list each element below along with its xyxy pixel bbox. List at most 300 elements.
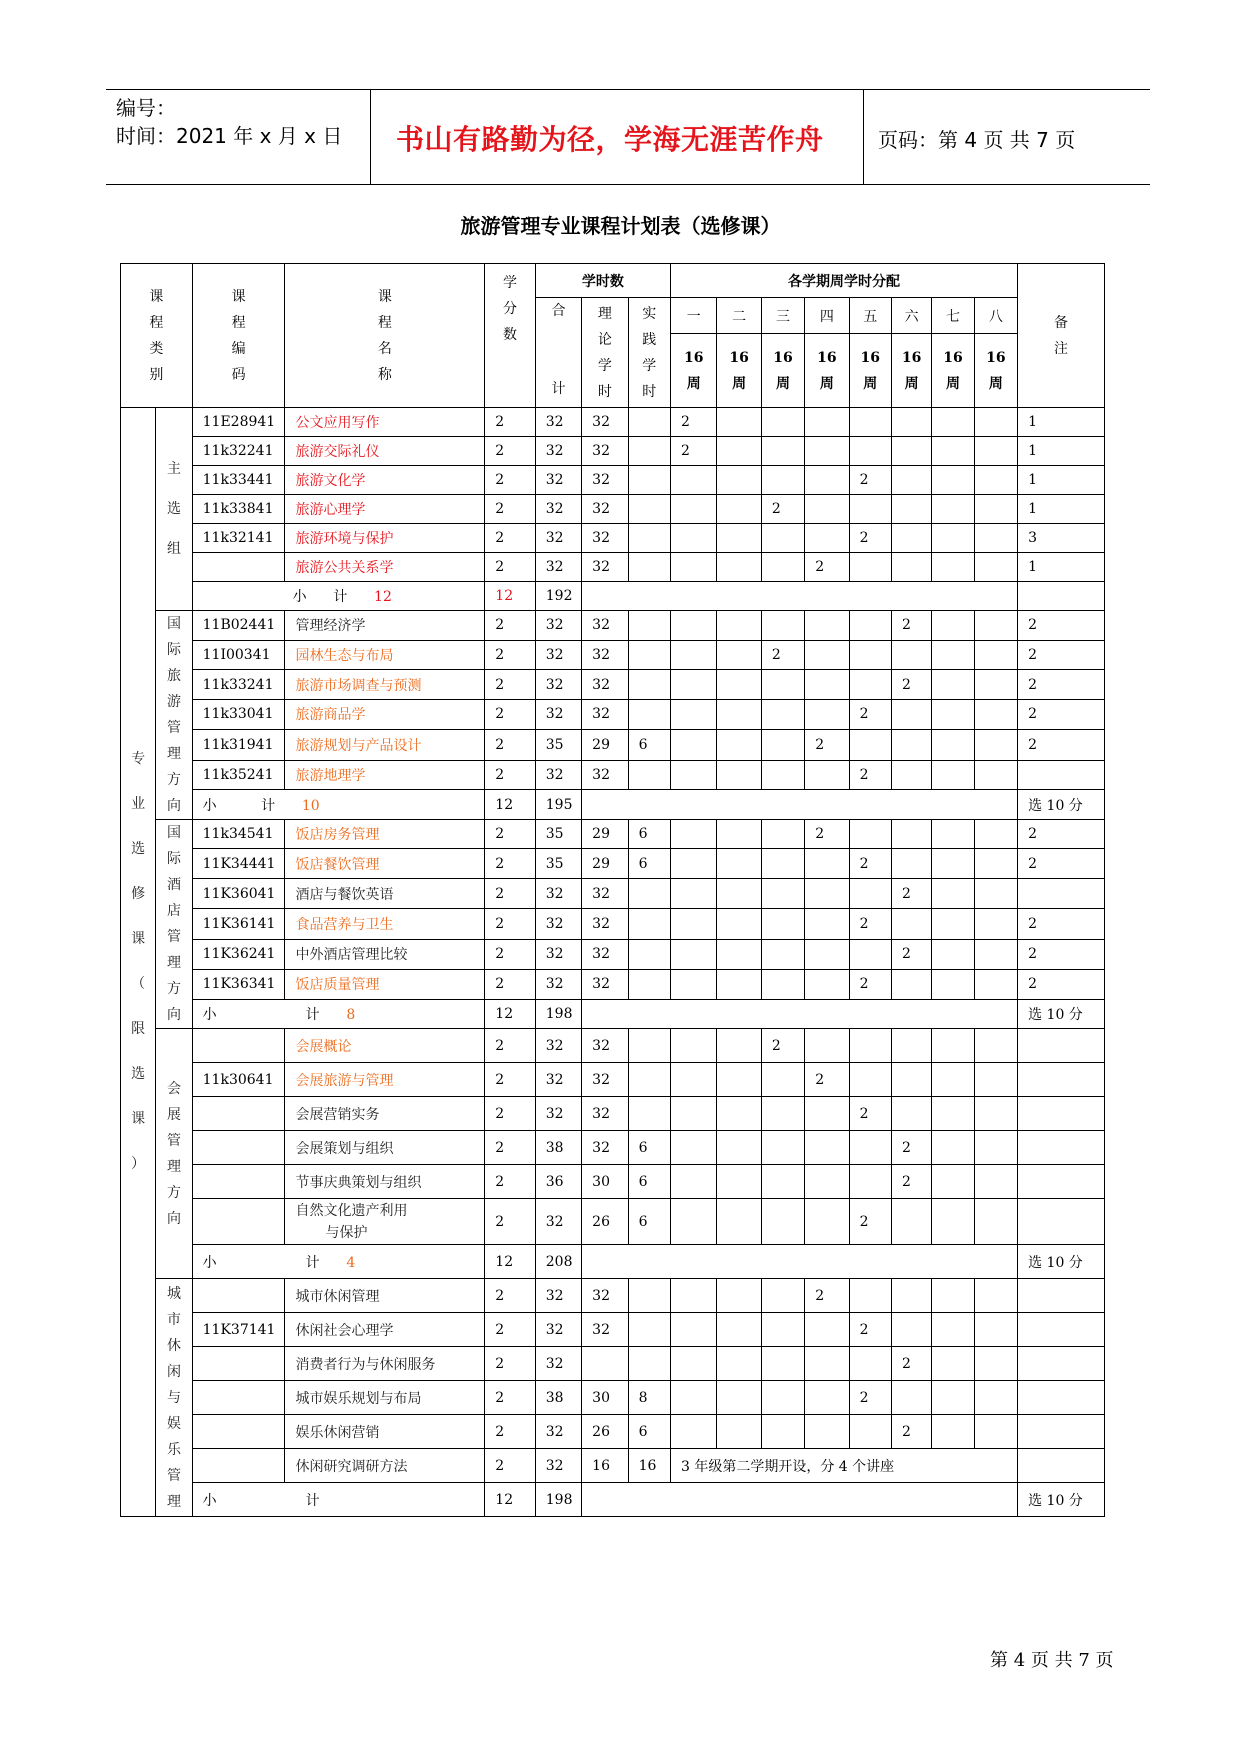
course-name: 旅游地理学: [285, 760, 485, 790]
course-code: 11B02441: [192, 611, 285, 641]
semester-hours: 2: [761, 495, 804, 524]
semester-weeks: 16 周: [932, 334, 974, 408]
semester-hours: [805, 700, 849, 730]
course-hours-total: 32: [535, 1415, 581, 1449]
header-meta: [116, 94, 366, 150]
semester-hours: [717, 1131, 761, 1165]
semester-hours: [849, 553, 891, 582]
course-hours-theory: 29: [582, 729, 628, 760]
subtotal-count: 4: [319, 1254, 356, 1271]
semester-hours: [717, 524, 761, 553]
semester-hours: [761, 1313, 804, 1347]
semester-hours: [974, 1063, 1017, 1097]
semester-hours: [805, 408, 849, 437]
course-credit: 2: [485, 495, 535, 524]
subtotal-count: 10: [275, 797, 320, 814]
course-hours-theory: 32: [582, 670, 628, 700]
semester-hours: [932, 524, 974, 553]
table-row: [121, 1097, 1105, 1131]
table-row: [121, 1165, 1105, 1199]
semester-header: 一: [671, 298, 717, 334]
semester-hours: 2: [891, 670, 931, 700]
semester-hours: [974, 1415, 1017, 1449]
semester-hours: [974, 729, 1017, 760]
course-hours-total: 32: [535, 969, 581, 999]
course-hours-practice: [628, 760, 670, 790]
semester-hours: [671, 1279, 717, 1313]
semester-hours: [717, 939, 761, 969]
course-credit: 2: [485, 729, 535, 760]
group-label: 会 展 管 理 方 向: [156, 1029, 192, 1279]
course-hours-theory: 29: [582, 849, 628, 879]
course-code: [192, 1097, 285, 1131]
course-hours-theory: 30: [582, 1165, 628, 1199]
course-code: 11k30641: [192, 1063, 285, 1097]
course-plan-table: [120, 263, 1105, 1517]
semester-hours: [849, 939, 891, 969]
semester-hours: [891, 1063, 931, 1097]
course-hours-total: 36: [535, 1165, 581, 1199]
semester-hours: [761, 670, 804, 700]
subtotal-row: [121, 582, 1105, 611]
course-hours-total: 32: [535, 524, 581, 553]
course-hours-practice: [628, 611, 670, 641]
semester-hours: [974, 1279, 1017, 1313]
col-header-name: 课 程 名 称: [285, 264, 485, 408]
course-remark: 1: [1018, 437, 1105, 466]
semester-hours: [805, 1313, 849, 1347]
semester-hours: [761, 1415, 804, 1449]
course-code: [192, 1449, 285, 1483]
col-header-code: 课 程 编 码: [192, 264, 285, 408]
semester-weeks: 16 周: [849, 334, 891, 408]
semester-hours: 2: [849, 1199, 891, 1245]
semester-hours: [932, 466, 974, 495]
page-footer: 第 4 页 共 7 页: [990, 1650, 1114, 1671]
course-remark: [1018, 1347, 1105, 1381]
semester-hours: [717, 700, 761, 730]
course-hours-theory: 32: [582, 1029, 628, 1063]
course-hours-practice: [628, 1313, 670, 1347]
semester-hours: [849, 408, 891, 437]
semester-hours: [932, 553, 974, 582]
semester-hours: [974, 849, 1017, 879]
course-name: 城市娱乐规划与布局: [285, 1381, 485, 1415]
semester-hours: [932, 1131, 974, 1165]
semester-hours: [761, 760, 804, 790]
subtotal-remark: 选 10 分: [1018, 999, 1105, 1028]
semester-hours: [974, 1381, 1017, 1415]
semester-hours: [761, 969, 804, 999]
semester-hours: [671, 553, 717, 582]
semester-hours: [974, 1029, 1017, 1063]
course-code: [192, 1199, 285, 1245]
semester-hours: [932, 1381, 974, 1415]
course-hours-total: 32: [535, 670, 581, 700]
semester-hours: [891, 969, 931, 999]
semester-hours: 2: [805, 1279, 849, 1313]
semester-hours: [974, 1347, 1017, 1381]
semester-hours: [891, 849, 931, 879]
course-hours-total: 32: [535, 909, 581, 939]
semester-hours: [671, 1097, 717, 1131]
group-label: 国 际 酒 店 管 理 方 向: [156, 820, 192, 1029]
semester-hours: [932, 437, 974, 466]
semester-hours: [974, 1097, 1017, 1131]
semester-hours: [671, 466, 717, 495]
semester-hours: 2: [805, 553, 849, 582]
course-hours-theory: 32: [582, 640, 628, 670]
course-credit: 2: [485, 670, 535, 700]
course-hours-practice: [628, 969, 670, 999]
semester-hours: [717, 495, 761, 524]
semester-hours: [974, 1131, 1017, 1165]
course-hours-practice: 6: [628, 849, 670, 879]
subtotal-remark: 选 10 分: [1018, 790, 1105, 820]
semester-hours: [805, 466, 849, 495]
semester-hours: [761, 437, 804, 466]
course-remark: 3: [1018, 524, 1105, 553]
course-remark: 2: [1018, 640, 1105, 670]
table-row: [121, 1131, 1105, 1165]
semester-hours: [974, 1165, 1017, 1199]
subtotal-row: [121, 790, 1105, 820]
subtotal-blank: [582, 1245, 1018, 1279]
subtotal-hours: 208: [535, 1245, 581, 1279]
subtotal-row: [121, 1245, 1105, 1279]
semester-hours: [805, 437, 849, 466]
semester-hours: [761, 1381, 804, 1415]
course-credit: 2: [485, 849, 535, 879]
semester-hours: [974, 700, 1017, 730]
semester-hours: [849, 1165, 891, 1199]
semester-hours: 2: [891, 1347, 931, 1381]
course-remark: 1: [1018, 408, 1105, 437]
course-code: 11k33241: [192, 670, 285, 700]
course-hours-practice: 6: [628, 1131, 670, 1165]
table-row: [121, 553, 1105, 582]
semester-weeks: 16 周: [891, 334, 931, 408]
semester-hours: [717, 611, 761, 641]
course-hours-total: 32: [535, 760, 581, 790]
subtotal-label: 小 计 12: [192, 582, 485, 611]
semester-hours: [717, 760, 761, 790]
course-hours-theory: 32: [582, 1131, 628, 1165]
course-hours-theory: 32: [582, 760, 628, 790]
course-name: 节事庆典策划与组织: [285, 1165, 485, 1199]
semester-hours: [717, 1165, 761, 1199]
semester-hours: [717, 879, 761, 909]
course-hours-total: 32: [535, 1097, 581, 1131]
course-credit: 2: [485, 1449, 535, 1483]
col-header-remark: 备 注: [1018, 264, 1105, 408]
course-hours-practice: [628, 879, 670, 909]
semester-hours: [849, 1415, 891, 1449]
table-row: [121, 1347, 1105, 1381]
number-label: 编号：: [116, 96, 176, 120]
course-hours-theory: 32: [582, 553, 628, 582]
course-code: 11K36141: [192, 909, 285, 939]
subtotal-remark: 选 10 分: [1018, 1483, 1105, 1517]
semester-header: 四: [805, 298, 849, 334]
course-hours-theory: 32: [582, 969, 628, 999]
semester-hours: [671, 1029, 717, 1063]
subtotal-hours: 192: [535, 582, 581, 611]
semester-hours: [761, 1279, 804, 1313]
col-header-credit: 学 分 数: [485, 264, 535, 408]
course-code: 11k33441: [192, 466, 285, 495]
table-row: [121, 670, 1105, 700]
course-remark: [1018, 1097, 1105, 1131]
course-hours-theory: 32: [582, 1097, 628, 1131]
course-hours-theory: 26: [582, 1415, 628, 1449]
semester-hours: [849, 437, 891, 466]
semester-hours: [805, 1165, 849, 1199]
semester-hours: [805, 1097, 849, 1131]
table-row: [121, 1279, 1105, 1313]
semester-hours: [717, 1347, 761, 1381]
course-hours-practice: [628, 437, 670, 466]
semester-hours: [849, 729, 891, 760]
semester-hours: [717, 1029, 761, 1063]
subtotal-count: 12: [347, 589, 392, 605]
table-row: [121, 1029, 1105, 1063]
semester-hours: [717, 1381, 761, 1415]
semester-hours: [891, 1381, 931, 1415]
semester-weeks: 16 周: [671, 334, 717, 408]
semester-hours: [761, 700, 804, 730]
subtotal-credit: 12: [485, 1245, 535, 1279]
course-hours-total: 32: [535, 1279, 581, 1313]
semester-hours: [805, 611, 849, 641]
course-name: 旅游商品学: [285, 700, 485, 730]
semester-hours: 2: [805, 1063, 849, 1097]
table-row: [121, 495, 1105, 524]
semester-hours: 2: [849, 909, 891, 939]
semester-hours: [805, 524, 849, 553]
course-code: 11I00341: [192, 640, 285, 670]
course-hours-practice: [628, 909, 670, 939]
table-row: [121, 879, 1105, 909]
course-name: 公文应用写作: [285, 408, 485, 437]
semester-hours: [671, 849, 717, 879]
course-name: 饭店房务管理: [285, 820, 485, 849]
semester-weeks: 16 周: [974, 334, 1017, 408]
semester-hours: [671, 1347, 717, 1381]
course-code: [192, 1381, 285, 1415]
course-remark: 2: [1018, 729, 1105, 760]
semester-weeks: 16 周: [761, 334, 804, 408]
course-hours-practice: [628, 408, 670, 437]
semester-hours: [849, 670, 891, 700]
semester-hours: [717, 1313, 761, 1347]
course-remark: 2: [1018, 820, 1105, 849]
course-credit: 2: [485, 1415, 535, 1449]
course-name: 消费者行为与休闲服务: [285, 1347, 485, 1381]
semester-hours: [891, 820, 931, 849]
semester-hours: [849, 879, 891, 909]
semester-hours: [671, 1415, 717, 1449]
table-row: [121, 611, 1105, 641]
course-code: 11k33841: [192, 495, 285, 524]
semester-hours: [891, 408, 931, 437]
course-remark: 2: [1018, 939, 1105, 969]
semester-hours: [717, 849, 761, 879]
semester-hours: [932, 849, 974, 879]
main-category-label: 专 业 选 修 课 （ 限 选 课 ）: [121, 408, 156, 1517]
semester-hours: [891, 640, 931, 670]
semester-hours: 2: [891, 939, 931, 969]
semester-hours: [805, 1381, 849, 1415]
semester-hours: [932, 939, 974, 969]
course-hours-practice: [628, 939, 670, 969]
course-hours-practice: 6: [628, 1415, 670, 1449]
semester-hours: [932, 1199, 974, 1245]
course-credit: 2: [485, 1199, 535, 1245]
course-hours-total: 32: [535, 1449, 581, 1483]
semester-hours: [891, 1029, 931, 1063]
course-hours-practice: [628, 553, 670, 582]
semester-hours: [849, 495, 891, 524]
course-code: 11K36241: [192, 939, 285, 969]
semester-hours: [717, 670, 761, 700]
course-hours-total: 32: [535, 1063, 581, 1097]
course-credit: 2: [485, 1381, 535, 1415]
semester-hours: 2: [891, 1415, 931, 1449]
course-hours-theory: 29: [582, 820, 628, 849]
semester-hours: [671, 729, 717, 760]
course-hours-total: 35: [535, 820, 581, 849]
course-name: 酒店与餐饮英语: [285, 879, 485, 909]
course-remark: [1018, 1449, 1105, 1483]
semester-hours: [974, 524, 1017, 553]
course-remark: 2: [1018, 909, 1105, 939]
semester-hours: [891, 553, 931, 582]
semester-hours: [761, 466, 804, 495]
course-credit: 2: [485, 408, 535, 437]
course-hours-theory: [582, 1347, 628, 1381]
course-remark: 2: [1018, 611, 1105, 641]
subtotal-blank: [582, 1483, 1018, 1517]
course-credit: 2: [485, 524, 535, 553]
time-label: 时间：2021 年 x 月 x 日: [116, 124, 343, 148]
semester-hours: [974, 969, 1017, 999]
subtotal-blank: [582, 999, 1018, 1028]
semester-hours: [849, 1029, 891, 1063]
semester-hours: [932, 729, 974, 760]
table-row: [121, 1199, 1105, 1245]
semester-hours: [932, 495, 974, 524]
course-name: 旅游文化学: [285, 466, 485, 495]
course-hours-total: 32: [535, 408, 581, 437]
course-credit: 2: [485, 1131, 535, 1165]
header-motto: 书山有路勤为径，学海无涯苦作舟: [396, 123, 824, 156]
course-credit: 2: [485, 1097, 535, 1131]
subtotal-remark: [1018, 582, 1105, 611]
semester-hours: [671, 495, 717, 524]
semester-hours: [671, 909, 717, 939]
semester-hours: [974, 909, 1017, 939]
course-hours-practice: 6: [628, 729, 670, 760]
course-hours-total: 38: [535, 1131, 581, 1165]
course-remark: [1018, 879, 1105, 909]
semester-hours: 2: [849, 466, 891, 495]
course-hours-total: 32: [535, 1313, 581, 1347]
course-hours-theory: 32: [582, 1313, 628, 1347]
semester-hours: 2: [849, 1381, 891, 1415]
semester-hours: 2: [849, 849, 891, 879]
semester-hours: [805, 760, 849, 790]
semester-hours: [891, 1097, 931, 1131]
semester-hours: [717, 1415, 761, 1449]
semester-hours: [932, 1279, 974, 1313]
semester-hours: 2: [891, 1131, 931, 1165]
semester-hours: [805, 670, 849, 700]
table-row: [121, 466, 1105, 495]
col-header-hours: 学时数: [535, 264, 670, 298]
semester-hours: [974, 640, 1017, 670]
semester-hours: [717, 640, 761, 670]
semester-hours: [891, 1199, 931, 1245]
semester-header: 三: [761, 298, 804, 334]
semester-hours: [761, 909, 804, 939]
course-hours-practice: [628, 495, 670, 524]
semester-hours: 2: [891, 611, 931, 641]
semester-hours: [805, 640, 849, 670]
table-row: [121, 969, 1105, 999]
semester-hours: [891, 1313, 931, 1347]
subtotal-label: 小 计: [192, 1483, 485, 1517]
semester-header: 六: [891, 298, 931, 334]
course-remark: [1018, 1279, 1105, 1313]
subtotal-credit: 12: [485, 1483, 535, 1517]
course-code: 11k35241: [192, 760, 285, 790]
semester-hours: [717, 437, 761, 466]
semester-hours: [761, 408, 804, 437]
semester-hours: [932, 1063, 974, 1097]
semester-hours: 2: [849, 969, 891, 999]
course-name: 娱乐休闲营销: [285, 1415, 485, 1449]
semester-hours: [671, 640, 717, 670]
course-hours-practice: [628, 640, 670, 670]
semester-hours: [717, 969, 761, 999]
course-remark: 2: [1018, 849, 1105, 879]
course-code: 11K36341: [192, 969, 285, 999]
course-hours-theory: 32: [582, 939, 628, 969]
course-name: 休闲社会心理学: [285, 1313, 485, 1347]
course-name: 旅游公共关系学: [285, 553, 485, 582]
course-name: 旅游市场调查与预测: [285, 670, 485, 700]
course-credit: 2: [485, 700, 535, 730]
semester-hours: 2: [671, 437, 717, 466]
course-hours-practice: 6: [628, 1199, 670, 1245]
course-hours-total: 32: [535, 1029, 581, 1063]
semester-hours: [761, 939, 804, 969]
course-credit: 2: [485, 1165, 535, 1199]
course-remark: [1018, 1165, 1105, 1199]
subtotal-label: 小 计 10: [192, 790, 485, 820]
group-label: 国 际 旅 游 管 理 方 向: [156, 611, 192, 820]
semester-hours: [932, 1165, 974, 1199]
semester-hours: [671, 1199, 717, 1245]
semester-hours: 2: [849, 1097, 891, 1131]
semester-hours: 2: [805, 729, 849, 760]
semester-hours: [932, 1097, 974, 1131]
header-divider: [370, 90, 371, 184]
semester-hours: [761, 611, 804, 641]
semester-hours: [717, 553, 761, 582]
course-name: 旅游心理学: [285, 495, 485, 524]
